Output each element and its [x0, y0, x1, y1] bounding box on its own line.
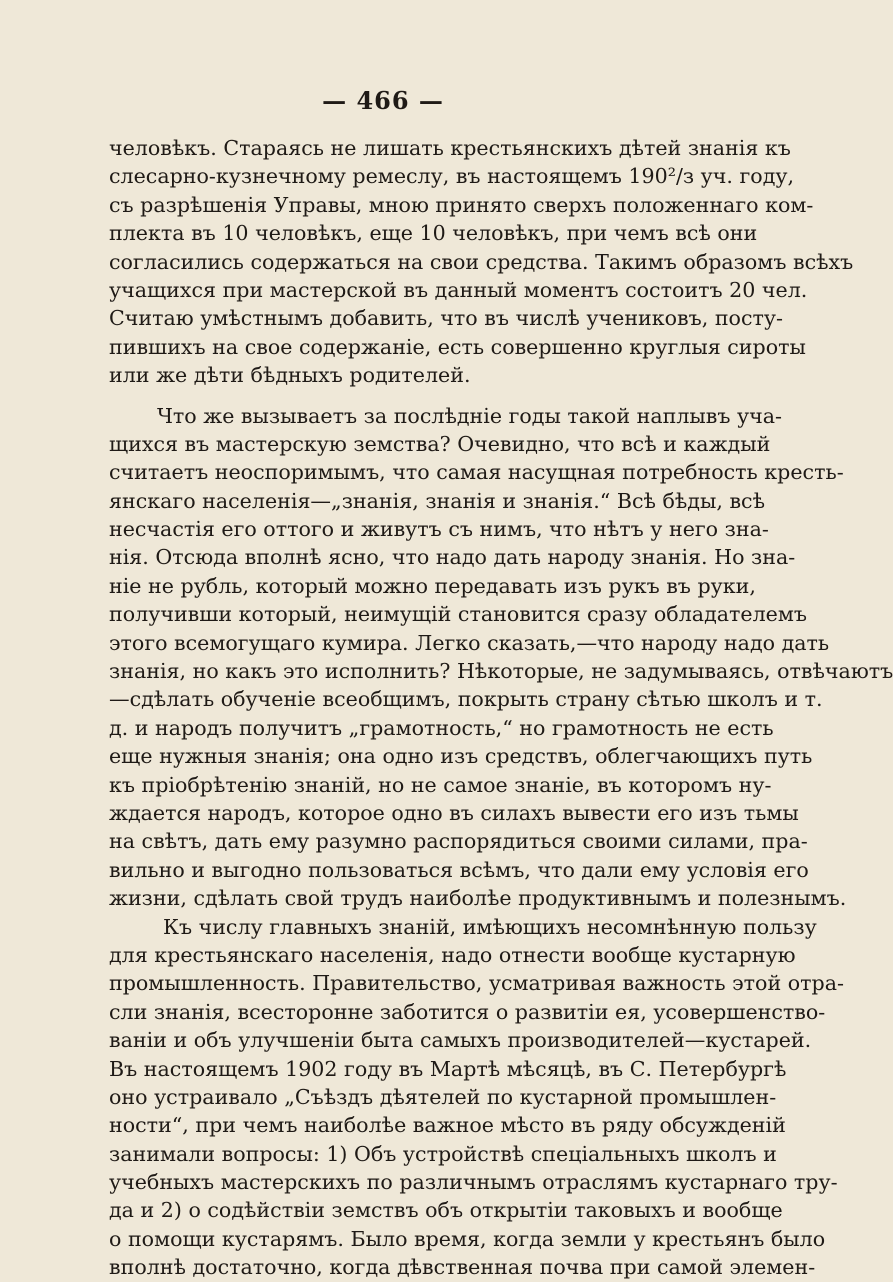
text-line: Что же вызываетъ за послѣдніе годы такой наплывъ уча- — [157, 403, 783, 428]
text-line: къ пріобрѣтенію знаній, но не самое знаніе, въ которомъ ну- — [109, 772, 772, 797]
page-number: — 466 — — [322, 86, 444, 115]
text-line: промышленность. Правительство, усматривая важность этой отра- — [109, 971, 844, 996]
text-line: плекта въ 10 человѣкъ, еще 10 человѣкъ, при чемъ всѣ они — [109, 221, 758, 246]
text-line: съ разрѣшенія Управы, мною принято сверхъ положеннаго ком- — [109, 192, 814, 217]
text-line: еще нужныя знанія; она одно изъ средствъ, облегчающихъ путь — [109, 744, 813, 769]
text-line: человѣкъ. Стараясь не лишать крестьянскихъ дѣтей знанія къ — [109, 136, 791, 160]
text-line: ваніи и объ улучшеніи быта самыхъ производителей—кустарей. — [109, 1028, 812, 1053]
text-line: для крестьянскаго населенія, надо отнести вообще кустарную — [109, 942, 796, 967]
text-line: вполнѣ достаточно, когда дѣвственная почва при самой элемен- — [109, 1255, 816, 1280]
text-line: получивши который, неимущій становится сразу обладателемъ — [109, 602, 807, 627]
body-text — [109, 134, 893, 1282]
text-line: учащихся при мастерской въ данный моментъ состоитъ 20 чел. — [109, 277, 808, 302]
text-line: ніе не рубль, который можно передавать изъ рукъ въ руки, — [109, 573, 756, 598]
text-line: о помощи кустарямъ. Было время, когда земли у крестьянъ было — [109, 1226, 826, 1251]
text-line: ждается народъ, которое одно въ силахъ вывести его изъ тьмы — [109, 800, 799, 825]
text-line: считаетъ неоспоримымъ, что самая насущная потребность кресть- — [109, 460, 844, 485]
text-line: пившихъ на свое содержаніе, есть совершенно круглыя сироты — [109, 334, 806, 359]
text-line: да и 2) о содѣйствіи земствъ объ открытіи таковыхъ и вообще — [109, 1198, 783, 1223]
text-line: вильно и выгодно пользоваться всѣмъ, что дали ему условія его — [109, 857, 809, 882]
text-line: жизни, сдѣлать свой трудъ наиболѣе продуктивнымъ и полезнымъ. — [109, 886, 847, 911]
text-line: янскаго населенія—„знанія, знанія и знанія.“ Всѣ бѣды, всѣ — [109, 488, 766, 513]
text-line: знанія, но какъ это исполнить? Нѣкоторые, не задумываясь, отвѣчаютъ — [109, 659, 893, 684]
text-line: Къ числу главныхъ знаній, имѣющихъ несомнѣнную пользу — [163, 914, 817, 939]
text-line: щихся въ мастерскую земства? Очевидно, что всѣ и каждый — [109, 431, 771, 456]
text-line: несчастія его оттого и живутъ съ нимъ, что нѣтъ у него зна- — [109, 517, 769, 542]
text-line: слесарно-кузнечному ремеслу, въ настоящемъ 190²/з уч. году, — [109, 164, 795, 189]
text-line: ности“, при чемъ наиболѣе важное мѣсто въ ряду обсужденій — [109, 1113, 786, 1138]
text-line: оно устраивало „Съѣздъ дѣятелей по кустарной промышлен- — [109, 1084, 777, 1109]
text-line: занимали вопросы: 1) Объ устройствѣ спеціальныхъ школъ и — [109, 1141, 777, 1166]
text-line: согласились содержаться на свои средства. Такимъ образомъ всѣхъ — [109, 249, 854, 274]
text-line: на свѣтъ, дать ему разумно распорядиться своими силами, пра- — [109, 829, 808, 854]
text-line: д. и народъ получитъ „грамотность,“ но грамотность не есть — [109, 715, 774, 740]
text-line: нія. Отсюда вполнѣ ясно, что надо дать народу знанія. Но зна- — [109, 545, 796, 570]
text-line: этого всемогущаго кумира. Легко сказать,—что народу надо дать — [109, 630, 830, 655]
text-line: сли знанія, всестороннe заботится о развитіи ея, усовершенство- — [109, 999, 826, 1024]
text-line: Считаю умѣстнымъ добавить, что въ числѣ учениковъ, посту- — [109, 306, 783, 331]
text-line: учебныхъ мастерскихъ по различнымъ отраслямъ кустарнаго тру- — [109, 1170, 838, 1195]
text-line: Въ настоящемъ 1902 году въ Мартѣ мѣсяцѣ, въ С. Петербургѣ — [109, 1056, 787, 1081]
text-line: —сдѣлать обученіе всеобщимъ, покрыть страну сѣтью школъ и т. — [109, 687, 823, 712]
text-line: или же дѣти бѣдныхъ родителей. — [109, 363, 471, 388]
